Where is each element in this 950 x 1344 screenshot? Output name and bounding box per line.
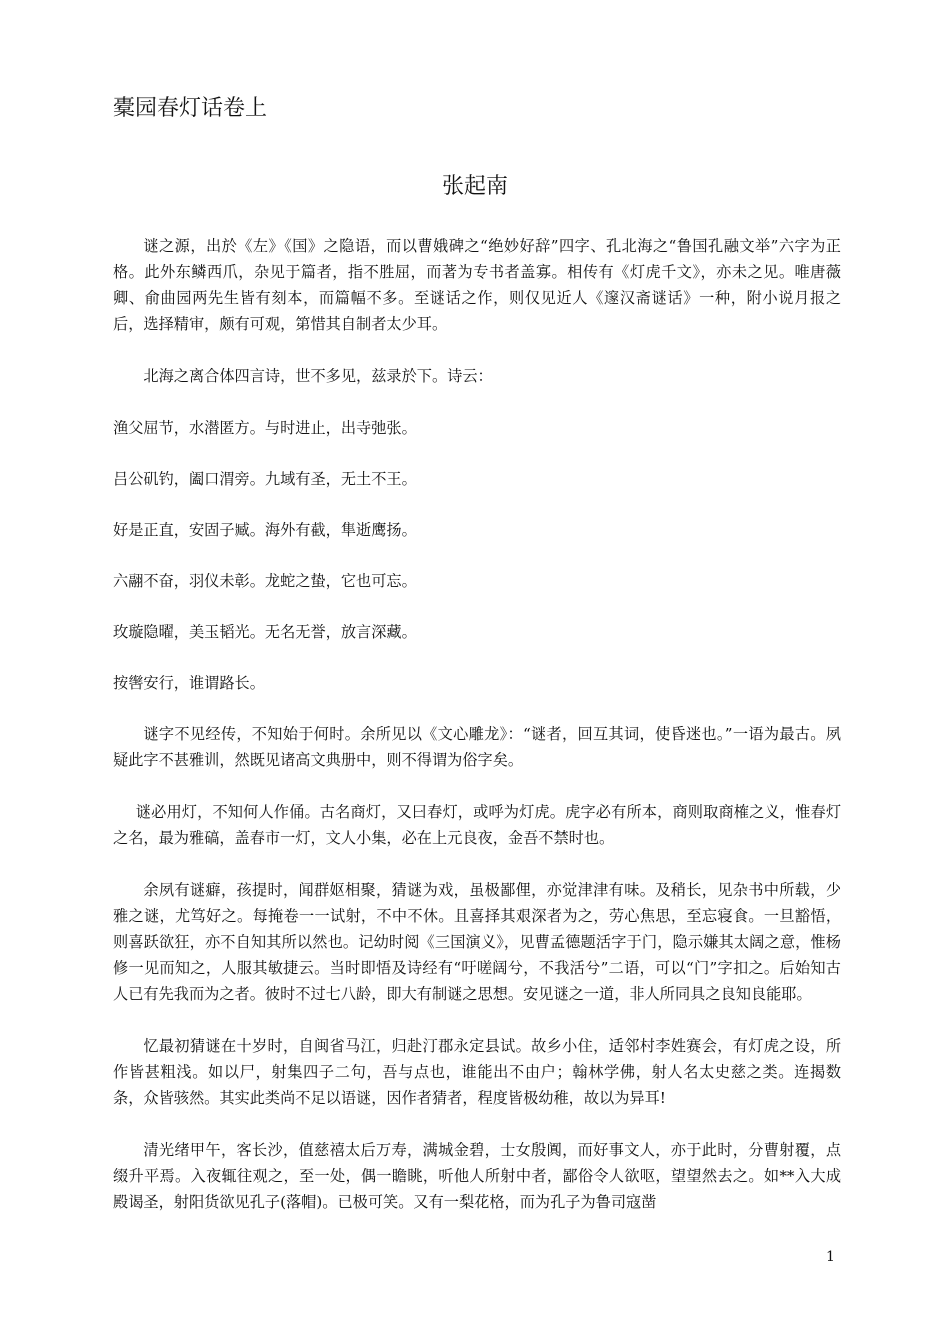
verse-line: 渔父屈节，水潜匿方。与时进止，出寺弛张。 <box>113 419 417 437</box>
paragraph: 余夙有谜癖，孩提时，闻群妪相聚，猜谜为戏，虽极鄙俚，亦觉津津有味。及稍长，见杂书中所载，少雅之谜，尤笃好之。每掩卷一一试射，不中不休。且喜择其艰深者为之，劳心焦思，至忘寝食。一旦豁悟，则喜跃欲狂，亦不自知其所以然也。记幼时阅《三国演义》，见曹孟德题活字于门，隐示嫌其太阔之意，惟杨修一见而知之，人服其敏捷云。当时即悟及诗经有“吁嗟阔兮，不我活兮”二语，可以“门”字扣之。后始知古人已有先我而为之者。彼时不过七八龄，即大有制谜之思想。安见谜之一道，非人所同具之良知良能耶。 <box>113 881 841 1003</box>
document-title: 橐园春灯话卷上 <box>113 96 268 121</box>
author-name: 张起南 <box>441 174 508 199</box>
verse-line: 按辔安行，谁谓路长。 <box>113 674 265 692</box>
paragraph: 谜字不见经传，不知始于何时。余所见以《文心雕龙》：“谜者，回互其词，使昏迷也。”一语为最古。夙疑此字不甚雅训，然既见诸高文典册中，则不得谓为俗字矣。 <box>113 725 841 769</box>
document-body <box>113 233 841 1241</box>
paragraph: 清光绪甲午，客长沙，值慈禧太后万寿，满城金碧，士女殷阗，而好事文人，亦于此时，分曹射覆，点缀升平焉。入夜辄往观之，至一处，偶一瞻眺，听他人所射中者，鄙俗令人欲呕，望望然去之。如**入大成殿谒圣，射阳货欲见孔子(落帽)。已极可笑。又有一梨花格，而为孔子为鲁司寇凿 <box>113 1141 841 1211</box>
verse-line: 六翮不奋，羽仪未彰。龙蛇之蛰，它也可忘。 <box>113 572 417 590</box>
paragraph: 北海之离合体四言诗，世不多见，兹录於下。诗云： <box>143 367 493 385</box>
verse-line: 玫璇隐曜，美玉韬光。无名无誉，放言深藏。 <box>113 623 417 641</box>
verse-line: 吕公矶钓，阖口渭旁。九域有圣，无土不王。 <box>113 470 417 488</box>
paragraph: 谜必用灯，不知何人作俑。古名商灯，又曰春灯，或呼为灯虎。虎字必有所本，商则取商榷之义，惟春灯之名，最为雅碻，盖春市一灯，文人小集，必在上元良夜，金吾不禁时也。 <box>113 803 841 847</box>
page-number: 1 <box>826 1249 835 1265</box>
paragraph: 谜之源，出於《左》《国》之隐语，而以曹娥碑之“绝妙好辞”四字、孔北海之“鲁国孔融文举”六字为正格。此外东鳞西爪，杂见于篇者，指不胜屈，而著为专书者盖寡。相传有《灯虎千文》，亦未之见。唯唐薇卿、俞曲园两先生皆有刻本，而篇幅不多。至谜话之作，则仅见近人《邃汉斋谜话》一种，附小说月报之后，选择精审，颇有可观，第惜其自制者太少耳。 <box>113 237 841 333</box>
paragraph: 忆最初猜谜在十岁时，自闽省马江，归赴汀郡永定县试。故乡小住，适邻村李姓赛会，有灯虎之设，所作皆甚粗浅。如以尸，射集四子二句，吾与点也，谁能出不由户；翰林学佛，射人名太史慈之类。连揭数条，众皆骇然。其实此类尚不足以语谜，因作者猜者，程度皆极幼稚，故以为异耳! <box>113 1037 841 1107</box>
verse-line: 好是正直，安固子臧。海外有截，隼逝鹰扬。 <box>113 521 417 539</box>
